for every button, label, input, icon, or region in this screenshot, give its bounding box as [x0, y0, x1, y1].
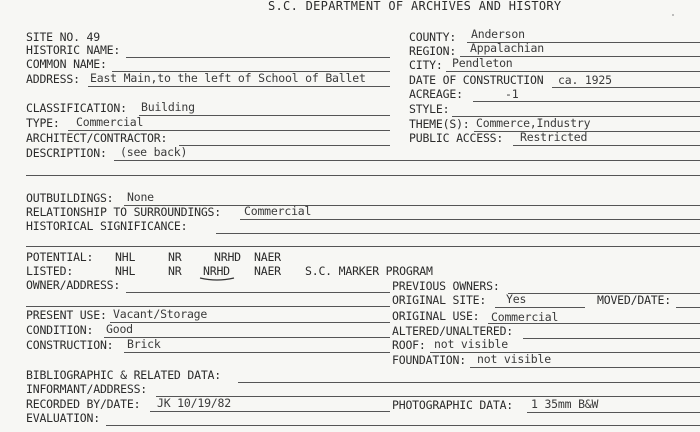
historic-name-line — [126, 57, 390, 58]
acreage-value: -1 — [505, 87, 519, 101]
foundation-line — [470, 367, 700, 368]
owner-line-2 — [26, 306, 390, 307]
relationship-line — [240, 219, 700, 220]
recorded-value: JK 10/19/82 — [157, 396, 231, 410]
condition-value: Good — [106, 322, 133, 336]
region-label: REGION: — [409, 44, 457, 58]
foundation-value: not visible — [477, 352, 551, 366]
original-use-line — [488, 323, 700, 324]
style-label: STYLE: — [409, 102, 450, 116]
original-site-label: ORIGINAL SITE: — [392, 293, 487, 307]
moved-date-line — [676, 307, 700, 308]
city-label: CITY: — [409, 58, 443, 72]
outbuildings-value: None — [127, 190, 154, 204]
themes-value: Commerce,Industry — [476, 116, 591, 130]
owner-line — [126, 292, 390, 293]
present-use-label: PRESENT USE: — [26, 308, 107, 322]
date-of-construction-value: ca. 1925 — [558, 73, 612, 87]
architect-line — [179, 145, 390, 146]
city-value: Pendleton — [452, 56, 513, 70]
common-name-label: COMMON NAME: — [26, 57, 107, 71]
listed-nrhd: NRHD — [203, 264, 230, 278]
county-label: COUNTY: — [409, 30, 457, 44]
acreage-label: ACREAGE: — [409, 87, 463, 101]
informant-label: INFORMANT/ADDRESS: — [26, 382, 148, 396]
bibliographic-label: BIBLIOGRAPHIC & RELATED DATA: — [26, 368, 221, 382]
type-value: Commercial — [76, 115, 144, 129]
original-use-label: ORIGINAL USE: — [392, 309, 480, 323]
potential-label: POTENTIAL: — [26, 250, 94, 264]
description-label: DESCRIPTION: — [26, 146, 107, 160]
listed-label: LISTED: — [26, 264, 74, 278]
previous-owners-label: PREVIOUS OWNERS: — [392, 279, 500, 293]
classification-label: CLASSIFICATION: — [26, 101, 127, 115]
significance-line — [216, 233, 700, 234]
description-line — [114, 160, 700, 161]
paper-speck — [672, 14, 674, 16]
address-label: ADDRESS: — [26, 72, 80, 86]
city-line — [446, 71, 700, 72]
region-value: Appalachian — [470, 41, 544, 55]
foundation-label: FOUNDATION: — [392, 353, 466, 367]
historic-name-label: HISTORIC NAME: — [26, 43, 121, 57]
outbuildings-label: OUTBUILDINGS: — [26, 191, 114, 205]
construction-line — [124, 352, 390, 353]
evaluation-line — [106, 425, 700, 426]
relationship-value: Commercial — [244, 204, 312, 218]
photographic-data-value: 1 35mm B&W — [531, 397, 599, 411]
roof-label: ROOF: — [392, 338, 426, 352]
date-of-construction-label: DATE OF CONSTRUCTION — [409, 73, 544, 87]
condition-label: CONDITION: — [26, 323, 94, 337]
altered-label: ALTERED/UNALTERED: — [392, 324, 514, 338]
relationship-label: RELATIONSHIP TO SURROUNDINGS: — [26, 205, 221, 219]
significance-label: HISTORICAL SIGNIFICANCE: — [26, 219, 188, 233]
description-line-2 — [26, 175, 700, 176]
construction-label: CONSTRUCTION: — [26, 338, 114, 352]
site-number: SITE NO. 49 — [26, 30, 100, 44]
public-access-line — [513, 145, 700, 146]
present-use-line — [110, 322, 390, 323]
original-site-value: Yes — [506, 292, 527, 306]
moved-date-label: MOVED/DATE: — [597, 293, 671, 307]
recorded-label: RECORDED BY/DATE: — [26, 397, 141, 411]
address-line — [88, 86, 390, 87]
significance-line-2 — [26, 246, 700, 247]
original-use-value: Commercial — [491, 310, 559, 324]
owner-label: OWNER/ADDRESS: — [26, 278, 121, 292]
listed-naer: NAER — [254, 264, 281, 278]
potential-nhl: NHL — [115, 250, 136, 264]
original-site-line — [495, 307, 585, 308]
roof-line — [430, 352, 700, 353]
acreage-line — [473, 101, 700, 102]
public-access-value: Restricted — [520, 130, 588, 144]
marker-program: S.C. MARKER PROGRAM — [305, 264, 433, 278]
themes-label: THEME(S): — [409, 117, 470, 131]
altered-line — [523, 338, 700, 339]
listed-nr: NR — [168, 264, 182, 278]
roof-value: not visible — [434, 337, 508, 351]
county-value: Anderson — [471, 27, 525, 41]
potential-nr: NR — [168, 250, 182, 264]
description-value: (see back) — [120, 145, 188, 159]
classification-line — [139, 115, 390, 116]
evaluation-label: EVALUATION: — [26, 411, 100, 425]
potential-nrhd: NRHD — [214, 250, 241, 264]
public-access-label: PUBLIC ACCESS: — [409, 131, 504, 145]
photographic-data-label: PHOTOGRAPHIC DATA: — [392, 398, 514, 412]
informant-line — [156, 396, 700, 397]
construction-value: Brick — [127, 337, 161, 351]
date-of-construction-line — [552, 87, 700, 88]
bibliographic-line — [238, 382, 700, 383]
listed-nhl: NHL — [115, 264, 136, 278]
type-label: TYPE: — [26, 116, 60, 130]
listed-nrhd-underline — [199, 276, 235, 282]
potential-naer: NAER — [254, 250, 281, 264]
architect-label: ARCHITECT/CONTRACTOR: — [26, 131, 168, 145]
classification-value: Building — [141, 100, 195, 114]
recorded-line — [150, 411, 390, 412]
present-use-value: Vacant/Storage — [113, 307, 208, 321]
address-value: East Main,to the left of School of Ballet — [90, 71, 366, 85]
form-header: S.C. DEPARTMENT OF ARCHIVES AND HISTORY — [268, 0, 562, 13]
photographic-data-line — [527, 412, 700, 413]
